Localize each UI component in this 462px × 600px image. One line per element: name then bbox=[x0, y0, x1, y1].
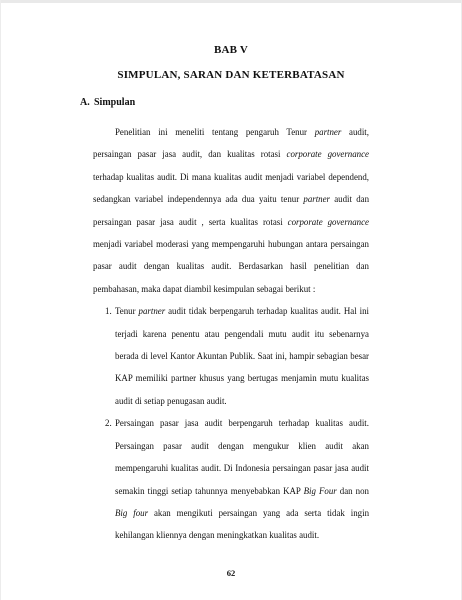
item2-text-1: Persaingan pasar jasa audit berpengaruh terhadap kualitas audit. Persaingan pasar audit dengan mengukur klien audit akan mempengaruhi kualitas audit. Di Indonesia persaingan pasar jasa audit semakin tinggi setiap tahunnya menyebabkan KAP bbox=[115, 418, 369, 496]
intro-paragraph bbox=[93, 121, 369, 300]
list-item-number: 2. bbox=[105, 418, 112, 429]
body-text bbox=[93, 121, 369, 547]
intro-text-5: menjadi variabel moderasi yang mempengaruhi hubungan antara persaingan pasar audit dengan kualitas audit. Berdasarkan hasil penelitian dan pembahasan, maka dapat diambil kesimpulan sebagai berikut : bbox=[93, 239, 369, 294]
list-item-number: 1. bbox=[105, 306, 112, 317]
list-item bbox=[93, 412, 369, 546]
item1-italic-1: partner bbox=[138, 306, 166, 317]
intro-text-3: terhadap kualitas audit. Di mana kualitas audit menjadi variabel dependend, sedangkan variabel independennya ada dua yaitu tenur bbox=[93, 171, 369, 205]
list-item bbox=[93, 300, 369, 412]
item2-italic-2: Big four bbox=[115, 507, 149, 518]
page-left-edge bbox=[0, 0, 1, 600]
intro-italic-1: partner bbox=[314, 127, 342, 137]
page-number: 62 bbox=[226, 568, 236, 578]
section-heading bbox=[80, 97, 135, 108]
section-title: Simpulan bbox=[94, 97, 136, 108]
intro-italic-2: corporate governance bbox=[286, 149, 369, 160]
section-letter: A. bbox=[80, 97, 90, 108]
intro-text-1: Penelitian ini meneliti tentang pengaruh Tenur bbox=[115, 127, 315, 137]
item1-text-2: audit tidak berpengaruh terhadap kualitas audit. Hal ini terjadi karena penentu atau pengendali mutu audit itu sebenarnya berada di level Kantor Akuntan Publik. Saat ini, hampir sebagian besar KAP memiliki partner khusus yang bertugas menjamin mutu kualitas audit di setiap penugasan audit. bbox=[115, 306, 369, 406]
item2-text-3: akan mengikuti persaingan yang ada serta tidak ingin kehilangan kliennya dengan meningkatkan kualitas audit. bbox=[115, 507, 370, 541]
chapter-number: BAB V bbox=[213, 44, 249, 56]
page-top-edge bbox=[0, 0, 462, 3]
conclusion-list bbox=[93, 300, 369, 546]
item2-italic-1: Big Four bbox=[303, 485, 337, 496]
item2-text-2: dan non bbox=[336, 485, 369, 496]
item1-text-1: Tenur bbox=[115, 306, 139, 317]
intro-italic-4: corporate governance bbox=[287, 216, 369, 227]
intro-text-4: audit dan persaingan pasar jasa audit , serta kualitas rotasi bbox=[93, 194, 370, 227]
chapter-title: SIMPULAN, SARAN DAN KETERBATASAN bbox=[117, 69, 345, 81]
intro-italic-3: partner bbox=[303, 194, 331, 205]
intro-text-2: audit, persaingan pasar jasa audit, dan kualitas rotasi bbox=[93, 127, 369, 160]
